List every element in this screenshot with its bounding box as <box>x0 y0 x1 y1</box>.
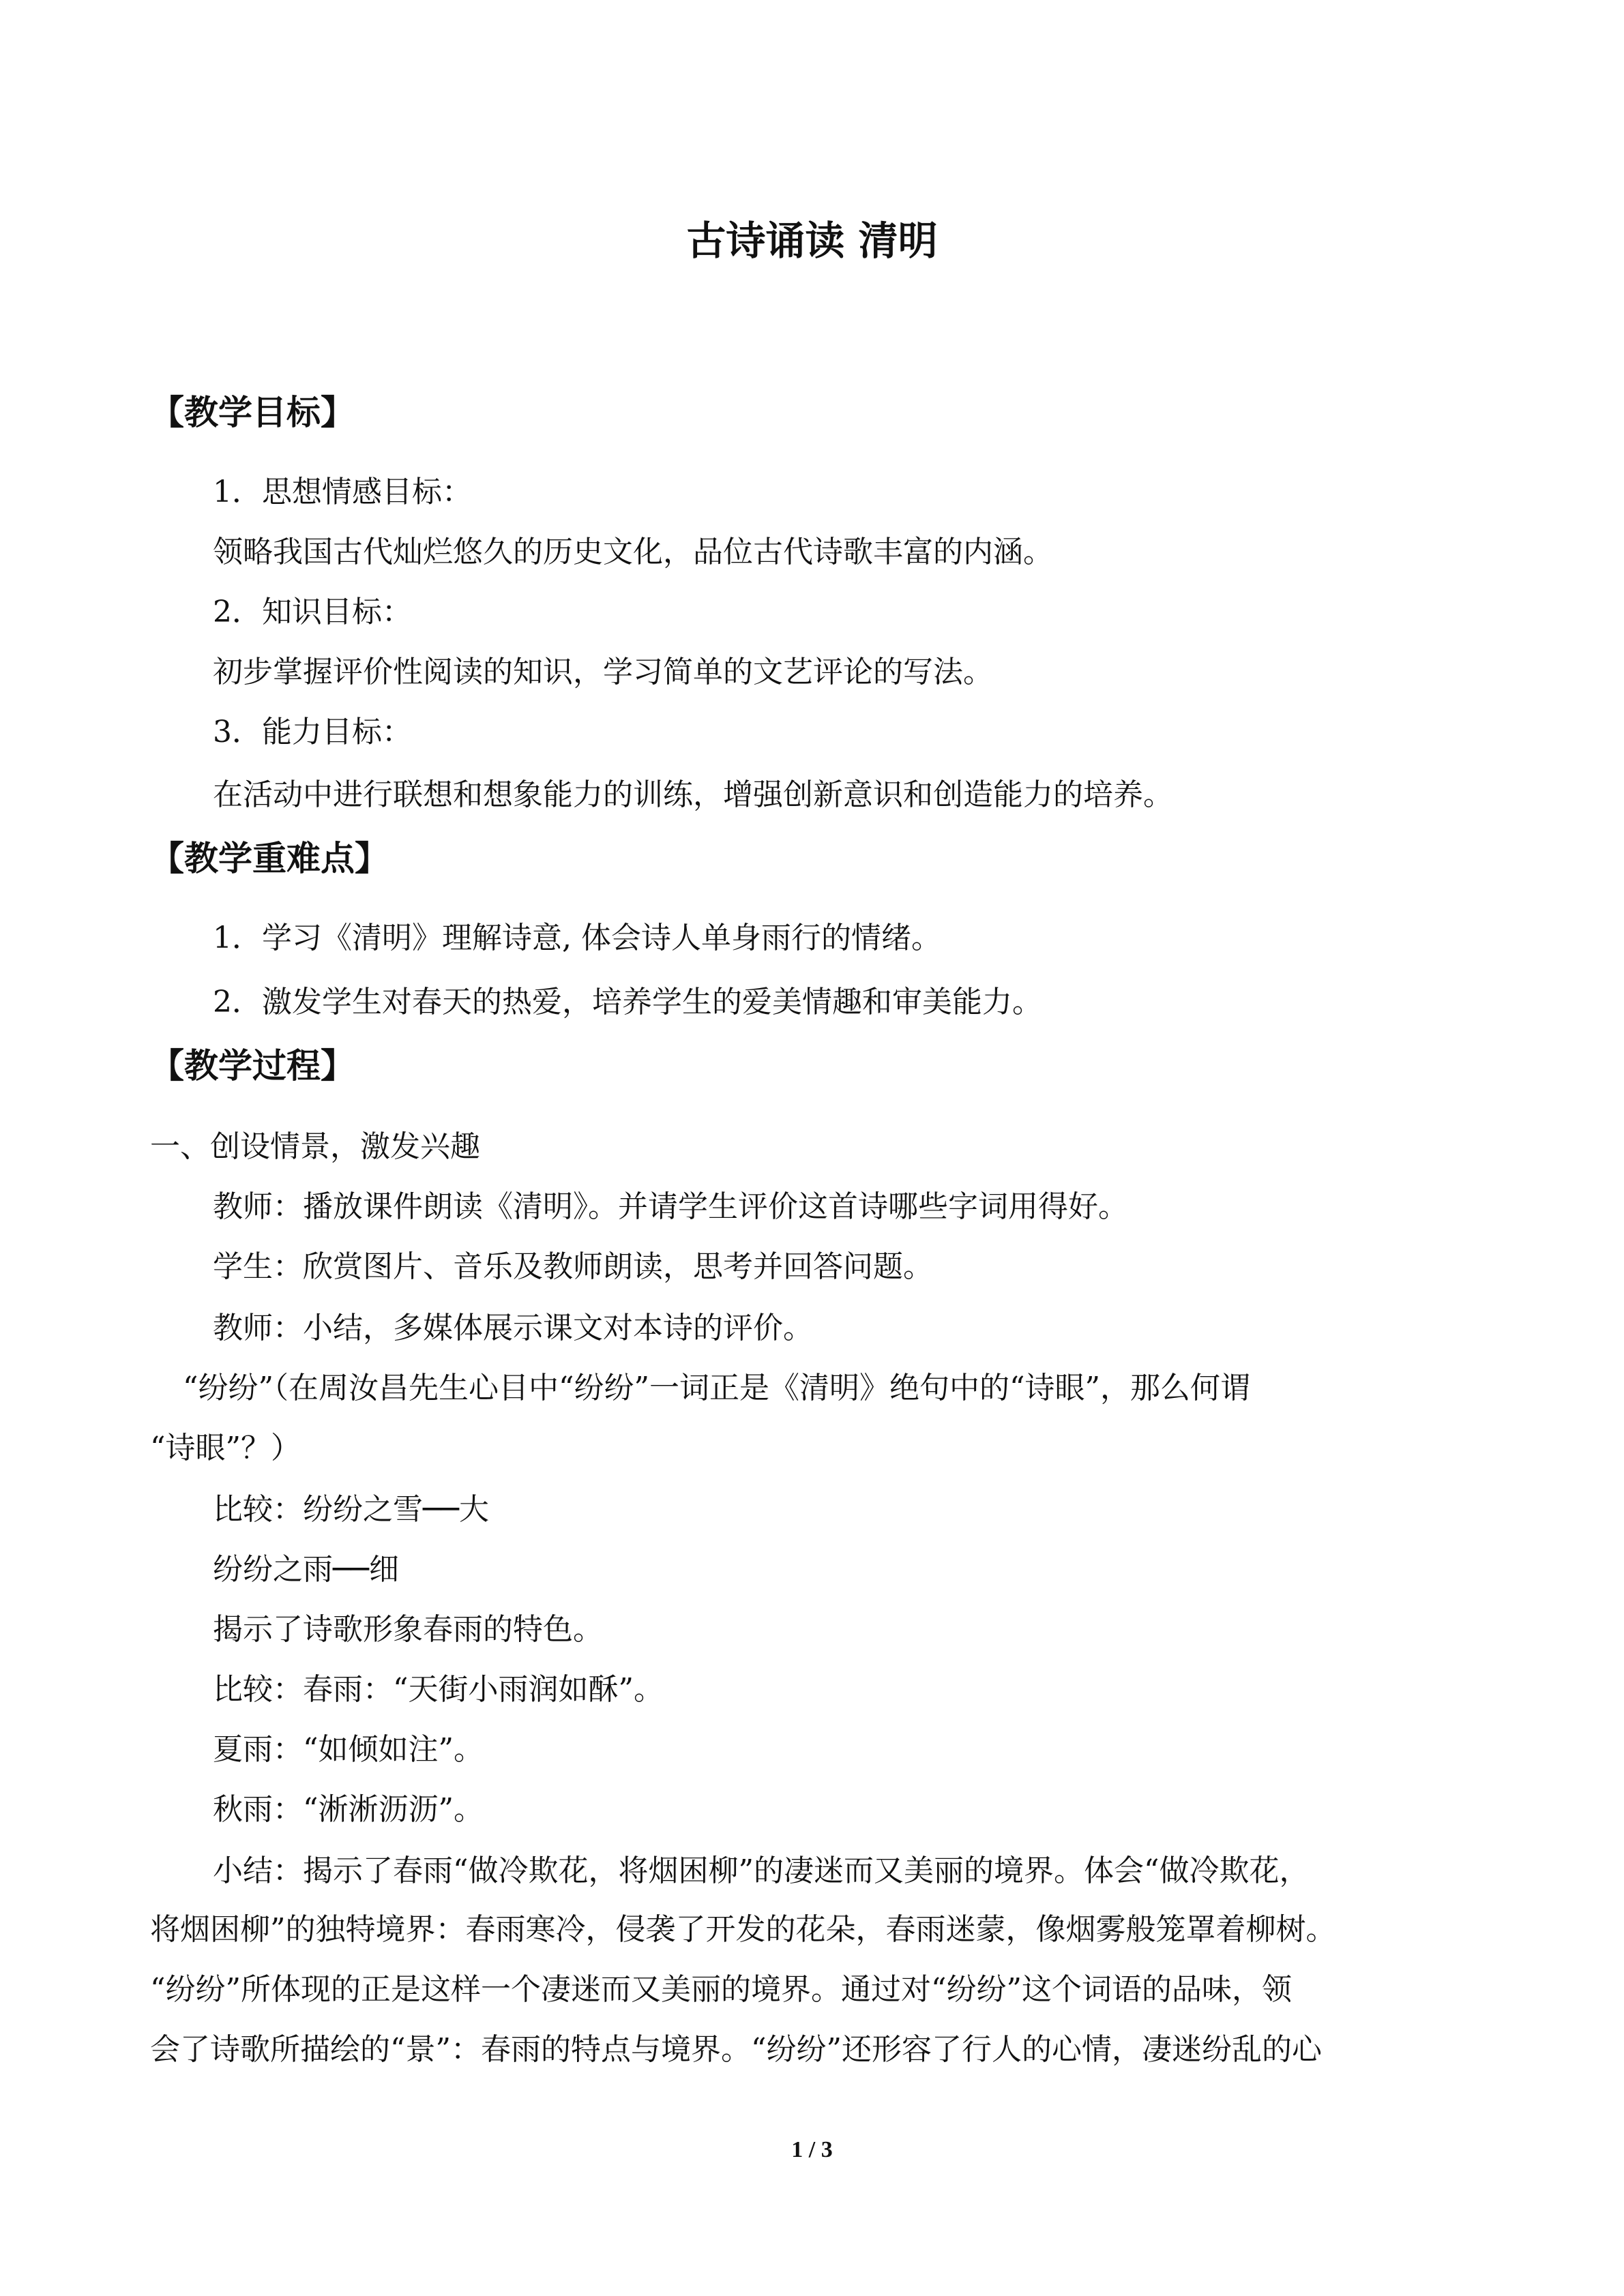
goal-line: 2．知识目标： <box>213 595 412 629</box>
page-number: 1 / 3 <box>791 2137 833 2162</box>
process-line: “诗眼”？） <box>150 1431 301 1465</box>
goal-line: 初步掌握评价性阅读的知识，学习简单的文艺评论的写法。 <box>213 655 993 689</box>
page-title: 古诗诵读 清明 <box>686 218 938 264</box>
goal-line: 在活动中进行联想和想象能力的训练，增强创新意识和创造能力的培养。 <box>213 777 1173 812</box>
goal-line: 领略我国古代灿烂悠久的历史文化，品位古代诗歌丰富的内涵。 <box>213 535 1053 569</box>
section-heading-keypoints: 【教学重难点】 <box>150 839 389 878</box>
keypoint-line: 1．学习《清明》理解诗意, 体会诗人单身雨行的情绪。 <box>213 921 941 955</box>
process-line: 小结：揭示了春雨“做冷欺花，将烟困柳”的凄迷而又美丽的境界。体会“做冷欺花， <box>213 1853 1310 1888</box>
goal-line: 1．思想情感目标： <box>213 475 472 509</box>
process-line: 纷纷之雨──细 <box>213 1552 399 1587</box>
goal-line: 3．能力目标： <box>213 715 412 749</box>
process-line: “纷纷”所体现的正是这样一个凄迷而又美丽的境界。通过对“纷纷”这个词语的品味，领 <box>150 1972 1292 2007</box>
process-line: 比较：纷纷之雪──大 <box>213 1492 489 1527</box>
process-line: 教师：播放课件朗读《清明》。并请学生评价这首诗哪些字词用得好。 <box>213 1189 1128 1224</box>
process-line: 秋雨：“淅淅沥沥”。 <box>213 1792 484 1827</box>
keypoint-line: 2．激发学生对春天的热爱，培养学生的爱美情趣和审美能力。 <box>213 985 1042 1019</box>
process-line: 将烟困柳”的独特境界：春雨寒冷，侵袭了开发的花朵，春雨迷蒙，像烟雾般笼罩着柳树。 <box>150 1912 1336 1947</box>
section-heading-process: 【教学过程】 <box>150 1046 355 1086</box>
section-heading-goals: 【教学目标】 <box>150 393 355 432</box>
process-line: 一、创设情景，激发兴趣 <box>150 1129 480 1164</box>
process-line: “纷纷”（在周汝昌先生心目中“纷纷”一词正是《清明》绝句中的“诗眼”，那么何谓 <box>183 1371 1250 1405</box>
process-line: 会了诗歌所描绘的“景”：春雨的特点与境界。“纷纷”还形容了行人的心情，凄迷纷乱的心 <box>150 2032 1322 2067</box>
process-line: 揭示了诗歌形象春雨的特色。 <box>213 1612 603 1647</box>
process-line: 学生：欣赏图片、音乐及教师朗读，思考并回答问题。 <box>213 1249 933 1284</box>
process-line: 夏雨：“如倾如注”。 <box>213 1732 484 1767</box>
process-line: 教师：小结，多媒体展示课文对本诗的评价。 <box>213 1311 813 1345</box>
process-line: 比较：春雨：“天街小雨润如酥”。 <box>213 1672 664 1707</box>
